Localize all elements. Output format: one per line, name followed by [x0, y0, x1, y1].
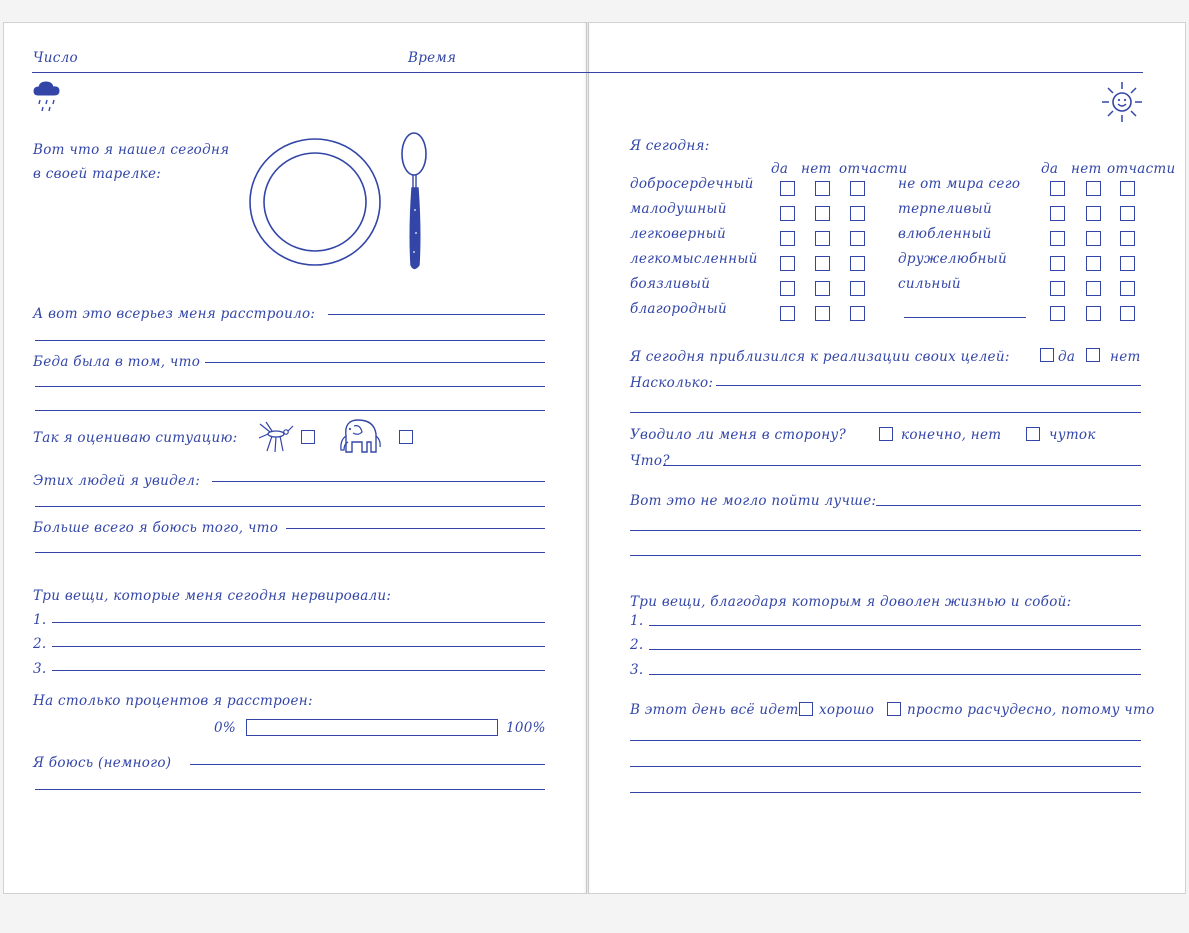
trait-label: благородный [630, 301, 728, 317]
trait-label: боязливый [630, 276, 711, 292]
trait-checkbox-yes[interactable] [1050, 206, 1065, 221]
afraid-prompt: Я боюсь (немного) [33, 755, 172, 771]
trait-checkbox-partly[interactable] [850, 206, 865, 221]
trait-checkbox-yes[interactable] [780, 181, 795, 196]
trait-checkbox-yes[interactable] [1050, 231, 1065, 246]
trait-checkbox-partly[interactable] [1120, 256, 1135, 271]
write-line[interactable] [630, 555, 1141, 556]
trait-checkbox-partly[interactable] [850, 306, 865, 321]
write-line[interactable] [876, 505, 1141, 506]
trait-label: дружелюбный [898, 251, 1007, 267]
write-line[interactable] [190, 764, 545, 765]
trait-label: малодушный [630, 201, 727, 217]
trait-checkbox-yes[interactable] [1050, 281, 1065, 296]
trait-checkbox-yes[interactable] [780, 206, 795, 221]
goals-no-label: нет [1110, 349, 1141, 365]
good-label: хорошо [819, 702, 875, 718]
trait-label: терпеливый [898, 201, 992, 217]
book-spine [583, 22, 591, 894]
trait-checkbox-partly[interactable] [1120, 206, 1135, 221]
write-line[interactable] [35, 410, 545, 411]
write-line[interactable] [630, 530, 1141, 531]
what-label: Что? [630, 453, 670, 469]
write-line[interactable] [630, 412, 1141, 413]
trait-checkbox-no[interactable] [1086, 306, 1101, 321]
percent-max-label: 100% [506, 720, 546, 736]
column-header-yes: да [1041, 161, 1059, 177]
trait-checkbox-no[interactable] [815, 231, 830, 246]
how-much-label: Насколько: [630, 375, 714, 391]
plate-icon [248, 136, 384, 268]
trait-checkbox-no[interactable] [1086, 281, 1101, 296]
plate-prompt-line2: в своей тарелке: [33, 166, 162, 182]
list-number: 3. [33, 661, 47, 677]
day-prompt: В этот день всё идет [630, 702, 799, 718]
people-prompt: Этих людей я увидел: [33, 473, 201, 489]
trait-checkbox-partly[interactable] [1120, 231, 1135, 246]
write-line[interactable] [286, 528, 545, 529]
trait-checkbox-yes[interactable] [1050, 256, 1065, 271]
today-prompt: Я сегодня: [630, 138, 710, 154]
mosquito-icon [256, 420, 294, 454]
trait-label: легковерный [630, 226, 726, 242]
of-course-not-checkbox[interactable] [879, 427, 893, 441]
list-number: 1. [630, 613, 644, 629]
sun-icon [1100, 80, 1144, 124]
trait-checkbox-partly[interactable] [850, 231, 865, 246]
list-number: 1. [33, 612, 47, 628]
write-line[interactable] [52, 646, 545, 647]
trait-checkbox-yes[interactable] [1050, 306, 1065, 321]
trait-label: добросердечный [630, 176, 754, 192]
trait-label: сильный [898, 276, 961, 292]
trait-checkbox-yes[interactable] [1050, 181, 1065, 196]
trait-checkbox-partly[interactable] [1120, 181, 1135, 196]
grateful-prompt: Три вещи, благодаря которым я доволен жизнью и собой: [630, 594, 1072, 610]
write-line[interactable] [52, 622, 545, 623]
column-header-no: нет [801, 161, 832, 177]
trait-checkbox-no[interactable] [815, 256, 830, 271]
elephant-checkbox[interactable] [399, 430, 413, 444]
trait-checkbox-no[interactable] [815, 181, 830, 196]
fear-prompt: Больше всего я боюсь того, что [33, 520, 279, 536]
trait-label: не от мира сего [898, 176, 1021, 192]
nervous-prompt: Три вещи, которые меня сегодня нервировали: [33, 588, 392, 604]
write-line[interactable] [716, 385, 1141, 386]
percent-bar[interactable] [246, 719, 498, 736]
trait-checkbox-partly[interactable] [850, 281, 865, 296]
header-rule [32, 72, 1143, 73]
of-course-not-label: конечно, нет [901, 427, 1002, 443]
list-number: 3. [630, 662, 644, 678]
write-line[interactable] [328, 314, 545, 315]
time-label: Время [408, 50, 457, 66]
trait-checkbox-no[interactable] [815, 306, 830, 321]
trait-label: влюбленный [898, 226, 992, 242]
mosquito-checkbox[interactable] [301, 430, 315, 444]
write-line[interactable] [630, 766, 1141, 767]
rain-cloud-icon [32, 80, 62, 114]
trait-label: легкомысленный [630, 251, 758, 267]
elephant-icon [336, 414, 384, 456]
trait-checkbox-yes[interactable] [780, 306, 795, 321]
write-line[interactable] [649, 649, 1141, 650]
problem-prompt: Беда была в том, что [33, 354, 201, 370]
column-header-yes: да [771, 161, 789, 177]
write-line[interactable] [35, 552, 545, 553]
percent-min-label: 0% [214, 720, 237, 736]
wonderful-label: просто расчудесно, потому что [907, 702, 1155, 718]
plate-prompt-line1: Вот что я нашел сегодня [33, 142, 230, 158]
column-header-no: нет [1071, 161, 1102, 177]
column-header-partly: отчасти [1107, 161, 1176, 177]
write-line[interactable] [649, 674, 1141, 675]
goals-prompt: Я сегодня приблизился к реализации своих целей: [630, 349, 1010, 365]
trait-checkbox-no[interactable] [1086, 231, 1101, 246]
trait-checkbox-no[interactable] [1086, 206, 1101, 221]
good-checkbox[interactable] [799, 702, 813, 716]
trait-checkbox-partly[interactable] [850, 256, 865, 271]
trait-checkbox-yes[interactable] [780, 281, 795, 296]
write-line[interactable] [35, 506, 545, 507]
distracted-prompt: Уводило ли меня в сторону? [630, 427, 847, 443]
trait-checkbox-no[interactable] [815, 206, 830, 221]
assessment-prompt: Так я оцениваю ситуацию: [33, 430, 238, 446]
trait-checkbox-partly[interactable] [1120, 306, 1135, 321]
a-bit-checkbox[interactable] [1026, 427, 1040, 441]
write-line[interactable] [649, 625, 1141, 626]
trait-checkbox-no[interactable] [1086, 181, 1101, 196]
trait-checkbox-yes[interactable] [780, 231, 795, 246]
goals-yes-checkbox[interactable] [1040, 348, 1054, 362]
upset-prompt: А вот это всерьез меня расстроило: [33, 306, 316, 322]
write-line[interactable] [35, 789, 545, 790]
a-bit-label: чуток [1049, 427, 1096, 443]
trait-checkbox-no[interactable] [815, 281, 830, 296]
wonderful-checkbox[interactable] [887, 702, 901, 716]
percent-prompt: На столько процентов я расстроен: [33, 693, 313, 709]
trait-checkbox-yes[interactable] [780, 256, 795, 271]
date-label: Число [33, 50, 78, 66]
list-number: 2. [33, 636, 47, 652]
write-line[interactable] [663, 465, 1141, 466]
write-line[interactable] [205, 362, 545, 363]
write-line[interactable] [630, 740, 1141, 741]
better-prompt: Вот это не могло пойти лучше: [630, 493, 877, 509]
trait-checkbox-partly[interactable] [1120, 281, 1135, 296]
trait-checkbox-no[interactable] [1086, 256, 1101, 271]
custom-trait-line[interactable] [904, 317, 1026, 318]
write-line[interactable] [35, 340, 545, 341]
column-header-partly: отчасти [839, 161, 908, 177]
write-line[interactable] [212, 481, 545, 482]
write-line[interactable] [630, 792, 1141, 793]
write-line[interactable] [52, 670, 545, 671]
list-number: 2. [630, 637, 644, 653]
trait-checkbox-partly[interactable] [850, 181, 865, 196]
goals-no-checkbox[interactable] [1086, 348, 1100, 362]
write-line[interactable] [35, 386, 545, 387]
spoon-icon [394, 130, 434, 275]
goals-yes-label: да [1058, 349, 1076, 365]
